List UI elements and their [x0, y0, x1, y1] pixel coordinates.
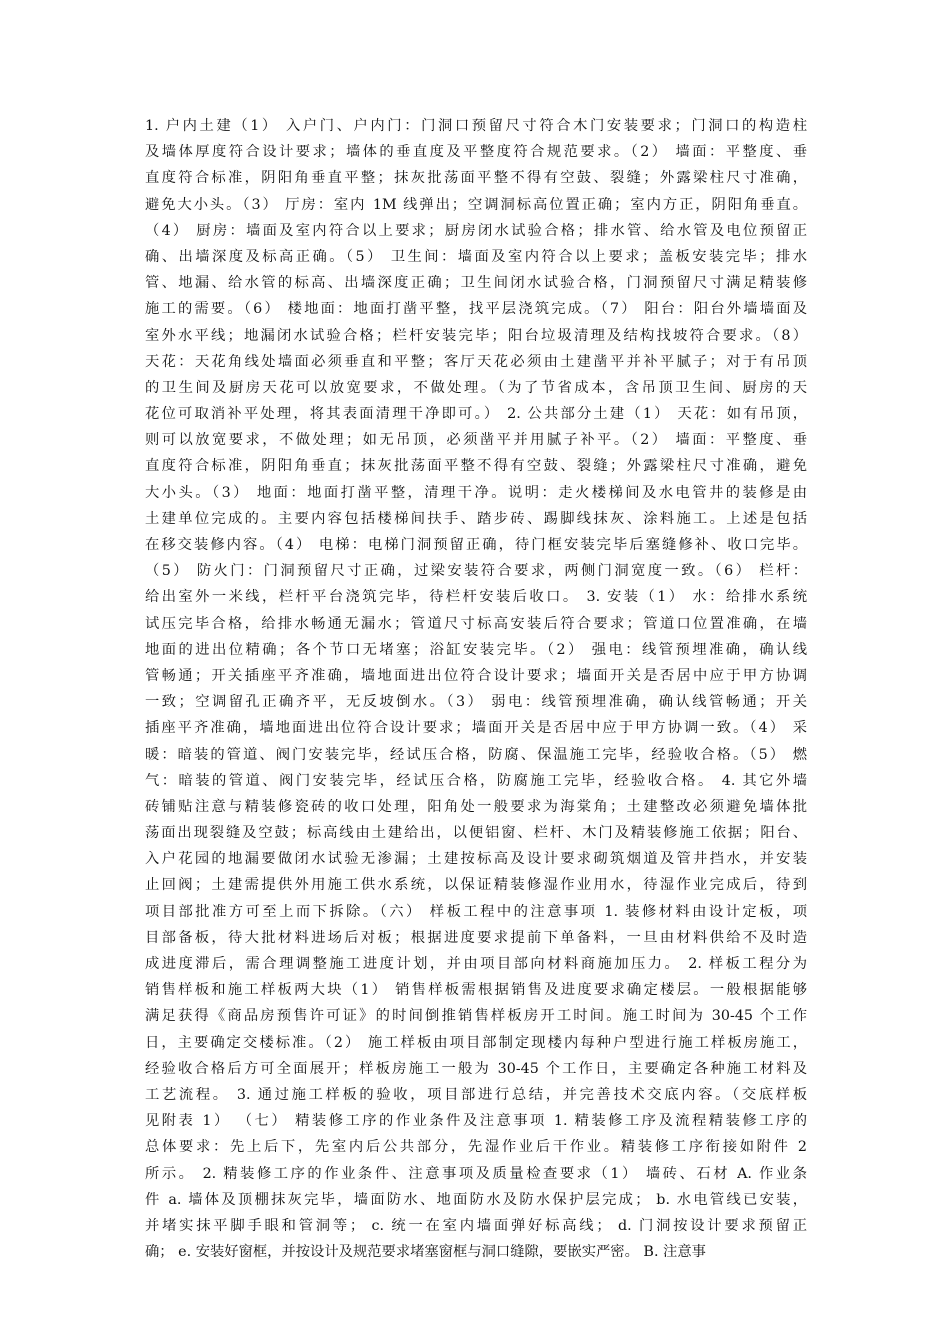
text-line: 工艺流程。 3. 通过施工样板的验收，项目部进行总结，并完善技术交底内容。（交底样板: [145, 1086, 807, 1103]
text-line: 入户花园的地漏要做闭水试验无渗漏；土建按标高及设计要求砌筑烟道及管井挡水，并安装: [145, 851, 807, 868]
text-line: 项目部批准方可至上而下拆除。（六） 样板工程中的注意事项 1. 装修材料由设计定板，项: [145, 903, 807, 920]
text-line: 经验收合格后方可全面展开；样板房施工一般为 30-45 个工作日，主要确定各种施工材料及: [145, 1060, 807, 1077]
text-line: 荡面出现裂缝及空鼓；标高线由土建给出，以便铝窗、栏杆、木门及精装修施工依据；阳台、: [145, 825, 807, 842]
text-line: 目部备板，待大批材料进场后对板；根据进度要求提前下单备料，一旦由材料供给不及时造: [145, 929, 807, 946]
text-line: 直度符合标准，阴阳角垂直；抹灰批荡面平整不得有空鼓、裂缝；外露梁柱尺寸准确，避免: [145, 458, 807, 475]
text-line: 大小头。（3） 地面：地面打凿平整，清理干净。说明：走火楼梯间及水电管井的装修是由: [145, 484, 807, 501]
text-line: 花位可取消补平处理，将其表面清理干净即可。） 2. 公共部分土建（1） 天花：如有吊顶，: [145, 406, 807, 423]
text-line: 室外水平线；地漏闭水试验合格；栏杆安装完毕；阳台垃圾清理及结构找坡符合要求。（8）: [145, 327, 807, 344]
text-line: 的卫生间及厨房天花可以放宽要求，不做处理。（为了节省成本，含吊顶卫生间、厨房的天: [145, 379, 807, 396]
text-line: 天花：天花角线处墙面必须垂直和平整；客厅天花必须由土建凿平并补平腻子；对于有吊顶: [145, 353, 807, 370]
text-line: 一致；空调留孔正确齐平，无反坡倒水。（3） 弱电：线管预埋准确，确认线管畅通；开关: [145, 694, 807, 711]
text-line: 及墙体厚度符合设计要求；墙体的垂直度及平整度符合规范要求。（2） 墙面：平整度、垂: [145, 144, 807, 161]
text-line: 在移交装修内容。（4） 电梯：电梯门洞预留正确，待门框安装完毕后塞缝修补、收口完毕。: [145, 537, 807, 553]
text-line: 施工的需要。（6） 楼地面：地面打凿平整，找平层浇筑完成。（7） 阳台：阳台外墙墙面及: [145, 301, 807, 318]
text-line: 止回阀；土建需提供外用施工供水系统，以保证精装修湿作业用水，待湿作业完成后，待到: [145, 877, 807, 894]
text-line: 气：暗装的管道、阀门安装完毕，经试压合格，防腐施工完毕，经验收合格。 4. 其它外墙: [145, 772, 807, 789]
text-line: 成进度滞后，需合理调整施工进度计划，并由项目部向材料商施加压力。 2. 样板工程分为: [145, 956, 807, 972]
text-line: 直度符合标准，阴阳角垂直平整；抹灰批荡面平整不得有空鼓、裂缝；外露梁柱尺寸准确，: [145, 170, 807, 187]
text-line: 总体要求：先上后下，先室内后公共部分，先湿作业后干作业。精装修工序衔接如附件 2: [145, 1139, 807, 1156]
text-line: 土建单位完成的。主要内容包括楼梯间扶手、踏步砖、踢脚线抹灰、涂料施工。上述是包括: [145, 510, 807, 527]
text-line: 并堵实抹平脚手眼和管洞等； c. 统一在室内墙面弹好标高线； d. 门洞按设计要求预留正: [145, 1217, 807, 1234]
text-line: 避免大小头。（3） 厅房：室内 1M 线弹出；空调洞标高位置正确；室内方正，阴阳角垂直。: [145, 196, 807, 213]
text-line: 满足获得《商品房预售许可证》的时间倒推销售样板房开工时间。施工时间为 30-45 个工作: [145, 1008, 807, 1025]
text-line: 砖铺贴注意与精装修瓷砖的收口处理，阳角处一般要求为海棠角；土建整改必须避免墙体批: [145, 798, 807, 815]
text-line: 件 a. 墙体及顶棚抹灰完毕，墙面防水、地面防水及防水保护层完成； b. 水电管线已安装，: [145, 1191, 807, 1208]
text-line: 暖：暗装的管道、阀门安装完毕，经试压合格，防腐、保温施工完毕，经验收合格。（5） 燃: [145, 746, 807, 763]
text-line: 管畅通；开关插座平齐准确，墙地面进出位符合设计要求；墙面开关是否居中应于甲方协调: [145, 667, 807, 684]
text-line: 管、地漏、给水管的标高、出墙深度正确；卫生间闭水试验合格，门洞预留尺寸满足精装修: [145, 275, 807, 292]
text-line: 见附表 1） （七） 精装修工序的作业条件及注意事项 1. 精装修工序及流程精装修工序的: [145, 1113, 807, 1130]
text-line: 给出室外一米线，栏杆平台浇筑完毕，待栏杆安装后收口。 3. 安装（1） 水：给排水系统: [145, 589, 807, 606]
text-line: 插座平齐准确，墙地面进出位符合设计要求；墙面开关是否居中应于甲方协调一致。（4） 采: [145, 720, 807, 737]
document-body: [145, 113, 807, 1265]
text-line: 销售样板和施工样板两大块（1） 销售样板需根据销售及进度要求确定楼层。一般根据能够: [145, 982, 807, 999]
text-line: 确、出墙深度及标高正确。（5） 卫生间：墙面及室内符合以上要求；盖板安装完毕；排水: [145, 248, 807, 265]
text-line: 地面的进出位精确；各个节口无堵塞；浴缸安装完毕。（2） 强电：线管预埋准确，确认线: [145, 641, 807, 658]
text-line: （4） 厨房：墙面及室内符合以上要求；厨房闭水试验合格；排水管、给水管及电位预留正: [145, 222, 807, 239]
text-line: 日，主要确定交楼标准。（2） 施工样板由项目部制定现楼内每种户型进行施工样板房施工，: [145, 1034, 807, 1051]
text-line: 所示。 2. 精装修工序的作业条件、注意事项及质量检查要求（1） 墙砖、石材 A. 作业条: [145, 1165, 807, 1182]
text-line: 则可以放宽要求，不做处理；如无吊顶，必须凿平并用腻子补平。（2） 墙面：平整度、垂: [145, 432, 807, 449]
text-line: 确； e. 安装好窗框，并按设计及规范要求堵塞窗框与洞口缝隙，要嵌实严密。 B. 注意事: [145, 1244, 706, 1261]
text-line: （5） 防火门：门洞预留尺寸正确，过梁安装符合要求，两侧门洞宽度一致。（6） 栏杆：: [145, 563, 807, 580]
text-line: 试压完毕合格，给排水畅通无漏水；管道尺寸标高安装后符合要求；管道口位置准确，在墙: [145, 615, 807, 632]
text-line: 1. 户内土建（1） 入户门、户内门：门洞口预留尺寸符合木门安装要求；门洞口的构造柱: [145, 118, 807, 134]
